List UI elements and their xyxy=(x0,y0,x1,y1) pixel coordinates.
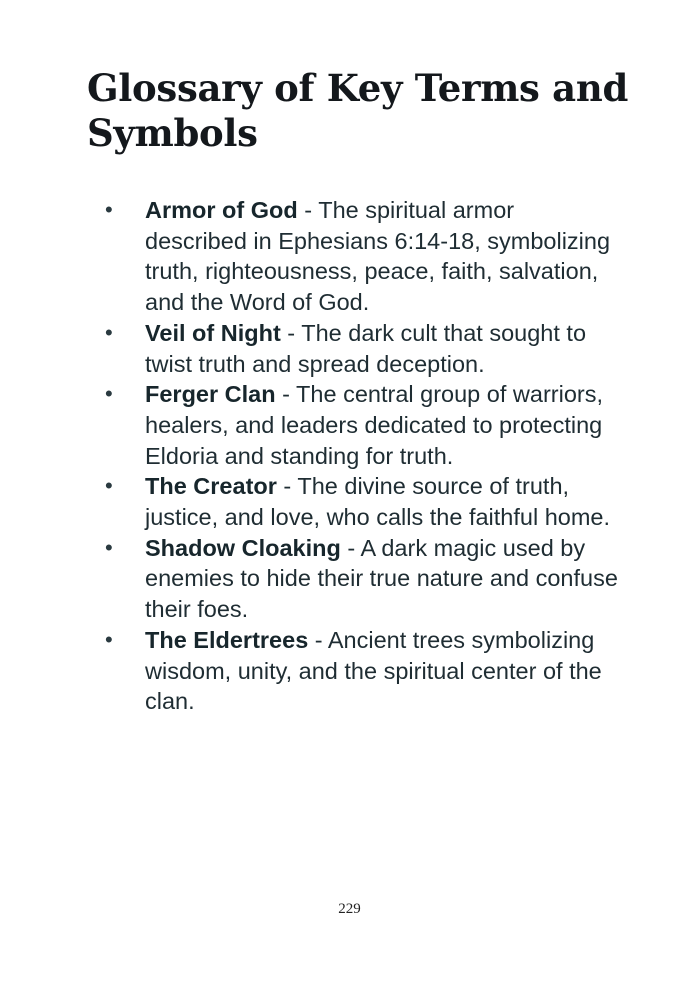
glossary-term: Shadow Cloaking xyxy=(145,534,341,561)
glossary-entry-ferger-clan xyxy=(100,379,620,471)
bullet-icon: • xyxy=(105,319,113,345)
page-title: Glossary of Key Terms and Symbols xyxy=(87,66,629,155)
glossary-definition: - A dark magic used by enemies to hide their true nature and confuse their foes. xyxy=(145,534,618,623)
glossary-entry-the-eldertrees xyxy=(100,625,620,717)
glossary-term: Veil of Night xyxy=(145,319,281,346)
bullet-icon: • xyxy=(105,626,113,652)
glossary-entry-the-creator xyxy=(100,471,620,532)
bullet-icon: • xyxy=(105,197,113,222)
glossary-definition: - The dark cult that sought to twist truth and spread deception. xyxy=(145,319,587,377)
glossary-entry-shadow-cloaking xyxy=(100,533,620,625)
glossary-term: The Creator xyxy=(145,473,277,500)
glossary-definition: - Ancient trees symbolizing wisdom, unity, and the spiritual center of the clan. xyxy=(145,626,602,715)
bullet-icon: • xyxy=(105,473,113,499)
bullet-icon: • xyxy=(105,381,113,407)
glossary-entry-armor-of-god xyxy=(100,195,620,318)
glossary-term: Ferger Clan xyxy=(145,381,276,408)
glossary-term: Armor of God xyxy=(145,197,298,223)
glossary-definition: - The divine source of truth, justice, and love, who calls the faithful home. xyxy=(145,473,611,531)
glossary-term: The Eldertrees xyxy=(145,626,309,653)
glossary-definition: - The spiritual armor described in Ephesians 6:14-18, symbolizing truth, righteousness, peace, faith, salvation, and the Word of God. xyxy=(145,197,611,316)
bullet-icon: • xyxy=(105,534,113,560)
glossary-list xyxy=(100,195,620,717)
glossary-definition: - The central group of warriors, healers, and leaders dedicated to protecting Eldoria and standing for truth. xyxy=(145,381,603,469)
glossary-entry-veil-of-night xyxy=(100,318,620,379)
page-number: 229 xyxy=(338,901,361,917)
